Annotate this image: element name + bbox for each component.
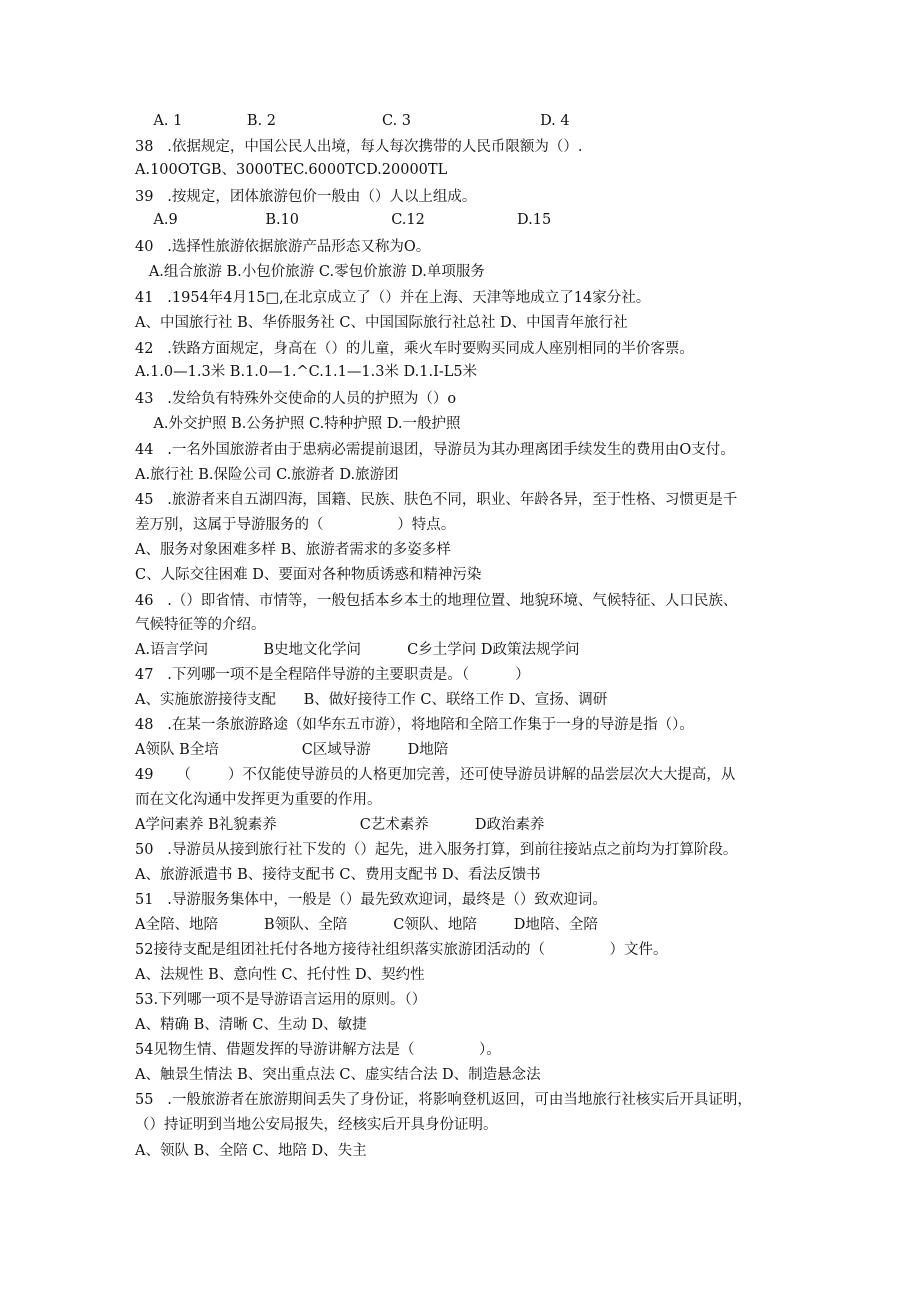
q50-options: A、旅游派遣书 B、接待支配书 C、费用支配书 D、看法反馈书 <box>135 867 541 883</box>
q39-stem: 39 .按规定，团体旅游包价一般由（）人以上组成。 <box>135 189 477 205</box>
q45-options-ab: A、服务对象困难多样 B、旅游者需求的多姿多样 <box>135 542 451 558</box>
q44-stem: 44 .一名外国旅游者由于患病必需提前退团，导游员为其办理离团手续发生的费用由O支付。 <box>135 442 735 458</box>
q46-stem-cont: 气候特征等的介绍。 <box>135 617 266 633</box>
q49-stem: 49 （ ）不仅能使导游员的人格更加完善，还可使导游员讲解的品尝层次大大提高，从 <box>135 767 736 783</box>
q39-options: A.9 B.10 C.12 D.15 <box>135 212 552 228</box>
q47-stem: 47 .下列哪一项不是全程陪伴导游的主要职责是。（ ） <box>135 667 530 683</box>
q48-options: A领队 B全培 C区域导游 D地陪 <box>135 742 449 758</box>
q38-stem: 38 .依据规定，中国公民人出境，每人每次携带的人民币限额为（）. <box>135 139 583 155</box>
q44-options: A.旅行社 B.保险公司 C.旅游者 D.旅游团 <box>135 467 399 483</box>
q43-options: A.外交护照 B.公务护照 C.特种护照 D.一般护照 <box>135 416 461 432</box>
q45-stem: 45 .旅游者来自五湖四海，国籍、民族、肤色不同，职业、年龄各异，至于性格、习惯更是千 <box>135 492 738 508</box>
q53-options: A、精确 B、清晰 C、生动 D、敏捷 <box>135 1017 367 1033</box>
q52-options: A、法规性 B、意向性 C、托付性 D、契约性 <box>135 967 425 983</box>
q55-stem-cont: （）持证明到当地公安局报失，经核实后开具身份证明。 <box>135 1117 498 1133</box>
q49-options: A学问素养 B礼貌素养 C艺术素养 D政治素养 <box>135 817 545 833</box>
q51-options: A全陪、地陪 B领队、全陪 C领队、地陪 D地陪、全陪 <box>135 917 598 933</box>
q47-options: A、实施旅游接待支配 B、做好接待工作 C、联络工作 D、宣扬、调研 <box>135 692 608 708</box>
q41-options: A、中国旅行社 B、华侨服务社 C、中国国际旅行社总社 D、中国青年旅行社 <box>135 315 628 331</box>
q46-stem: 46 .（）即省情、市情等，一般包括本乡本土的地理位置、地貌环境、气候特征、人口民族、 <box>135 593 738 609</box>
q55-options: A、领队 B、全陪 C、地陪 D、失主 <box>135 1143 367 1159</box>
q54-options: A、触景生情法 B、突出重点法 C、虚实结合法 D、制造悬念法 <box>135 1067 541 1083</box>
q54-stem: 54见物生情、借题发挥的导游讲解方法是（ ）。 <box>135 1042 501 1058</box>
q51-stem: 51 .导游服务集体中，一般是（）最先致欢迎词，最终是（）致欢迎词。 <box>135 892 607 908</box>
q40-options: A.组合旅游 B.小包价旅游 C.零包价旅游 D.单项服务 <box>135 264 485 280</box>
q38-options: A.100OTGB、3000TEC.6000TCD.20000TL <box>135 162 448 178</box>
q46-options: A.语言学问 B史地文化学问 C乡土学问 D政策法规学问 <box>135 642 580 658</box>
q42-stem: 42 .铁路方面规定，身高在（）的儿童，乘火车时要购买同成人座别相同的半价客票。 <box>135 341 694 357</box>
q45-stem-cont: 差万别，这属于导游服务的（ ）特点。 <box>135 517 456 533</box>
q40-stem: 40 .选择性旅游依据旅游产品形态又称为O。 <box>135 239 431 255</box>
q55-stem: 55 .一般旅游者在旅游期间丢失了身份证，将影响登机返回，可由当地旅行社核实后开具证明， <box>135 1092 752 1108</box>
q41-stem: 41 .1954年4月15□,在北京成立了（）并在上海、天津等地成立了14家分社。 <box>135 290 651 306</box>
q45-options-cd: C、人际交往困难 D、要面对各种物质诱惑和精神污染 <box>135 567 482 583</box>
q49-stem-cont: 而在文化沟通中发挥更为重要的作用。 <box>135 792 382 808</box>
q50-stem: 50 .导游员从接到旅行社下发的（）起先，进入服务打算，到前往接站点之前均为打算阶段。 <box>135 842 738 858</box>
q43-stem: 43 .发给负有特殊外交使命的人员的护照为（）o <box>135 391 457 407</box>
q37-options: A. 1 B. 2 C. 3 D. 4 <box>135 113 570 129</box>
q48-stem: 48 .在某一条旅游路途（如华东五市游），将地陪和全陪工作集于一身的导游是指（）。 <box>135 717 694 733</box>
q53-stem: 53.下列哪一项不是导游语言运用的原则。（） <box>135 992 427 1008</box>
q52-stem: 52接待支配是组团社托付各地方接待社组织落实旅游团活动的（ ）文件。 <box>135 942 668 958</box>
q42-options: A.1.0—1.3米 B.1.0—1.^C.1.1—1.3米 D.1.I-L5米 <box>135 364 478 380</box>
